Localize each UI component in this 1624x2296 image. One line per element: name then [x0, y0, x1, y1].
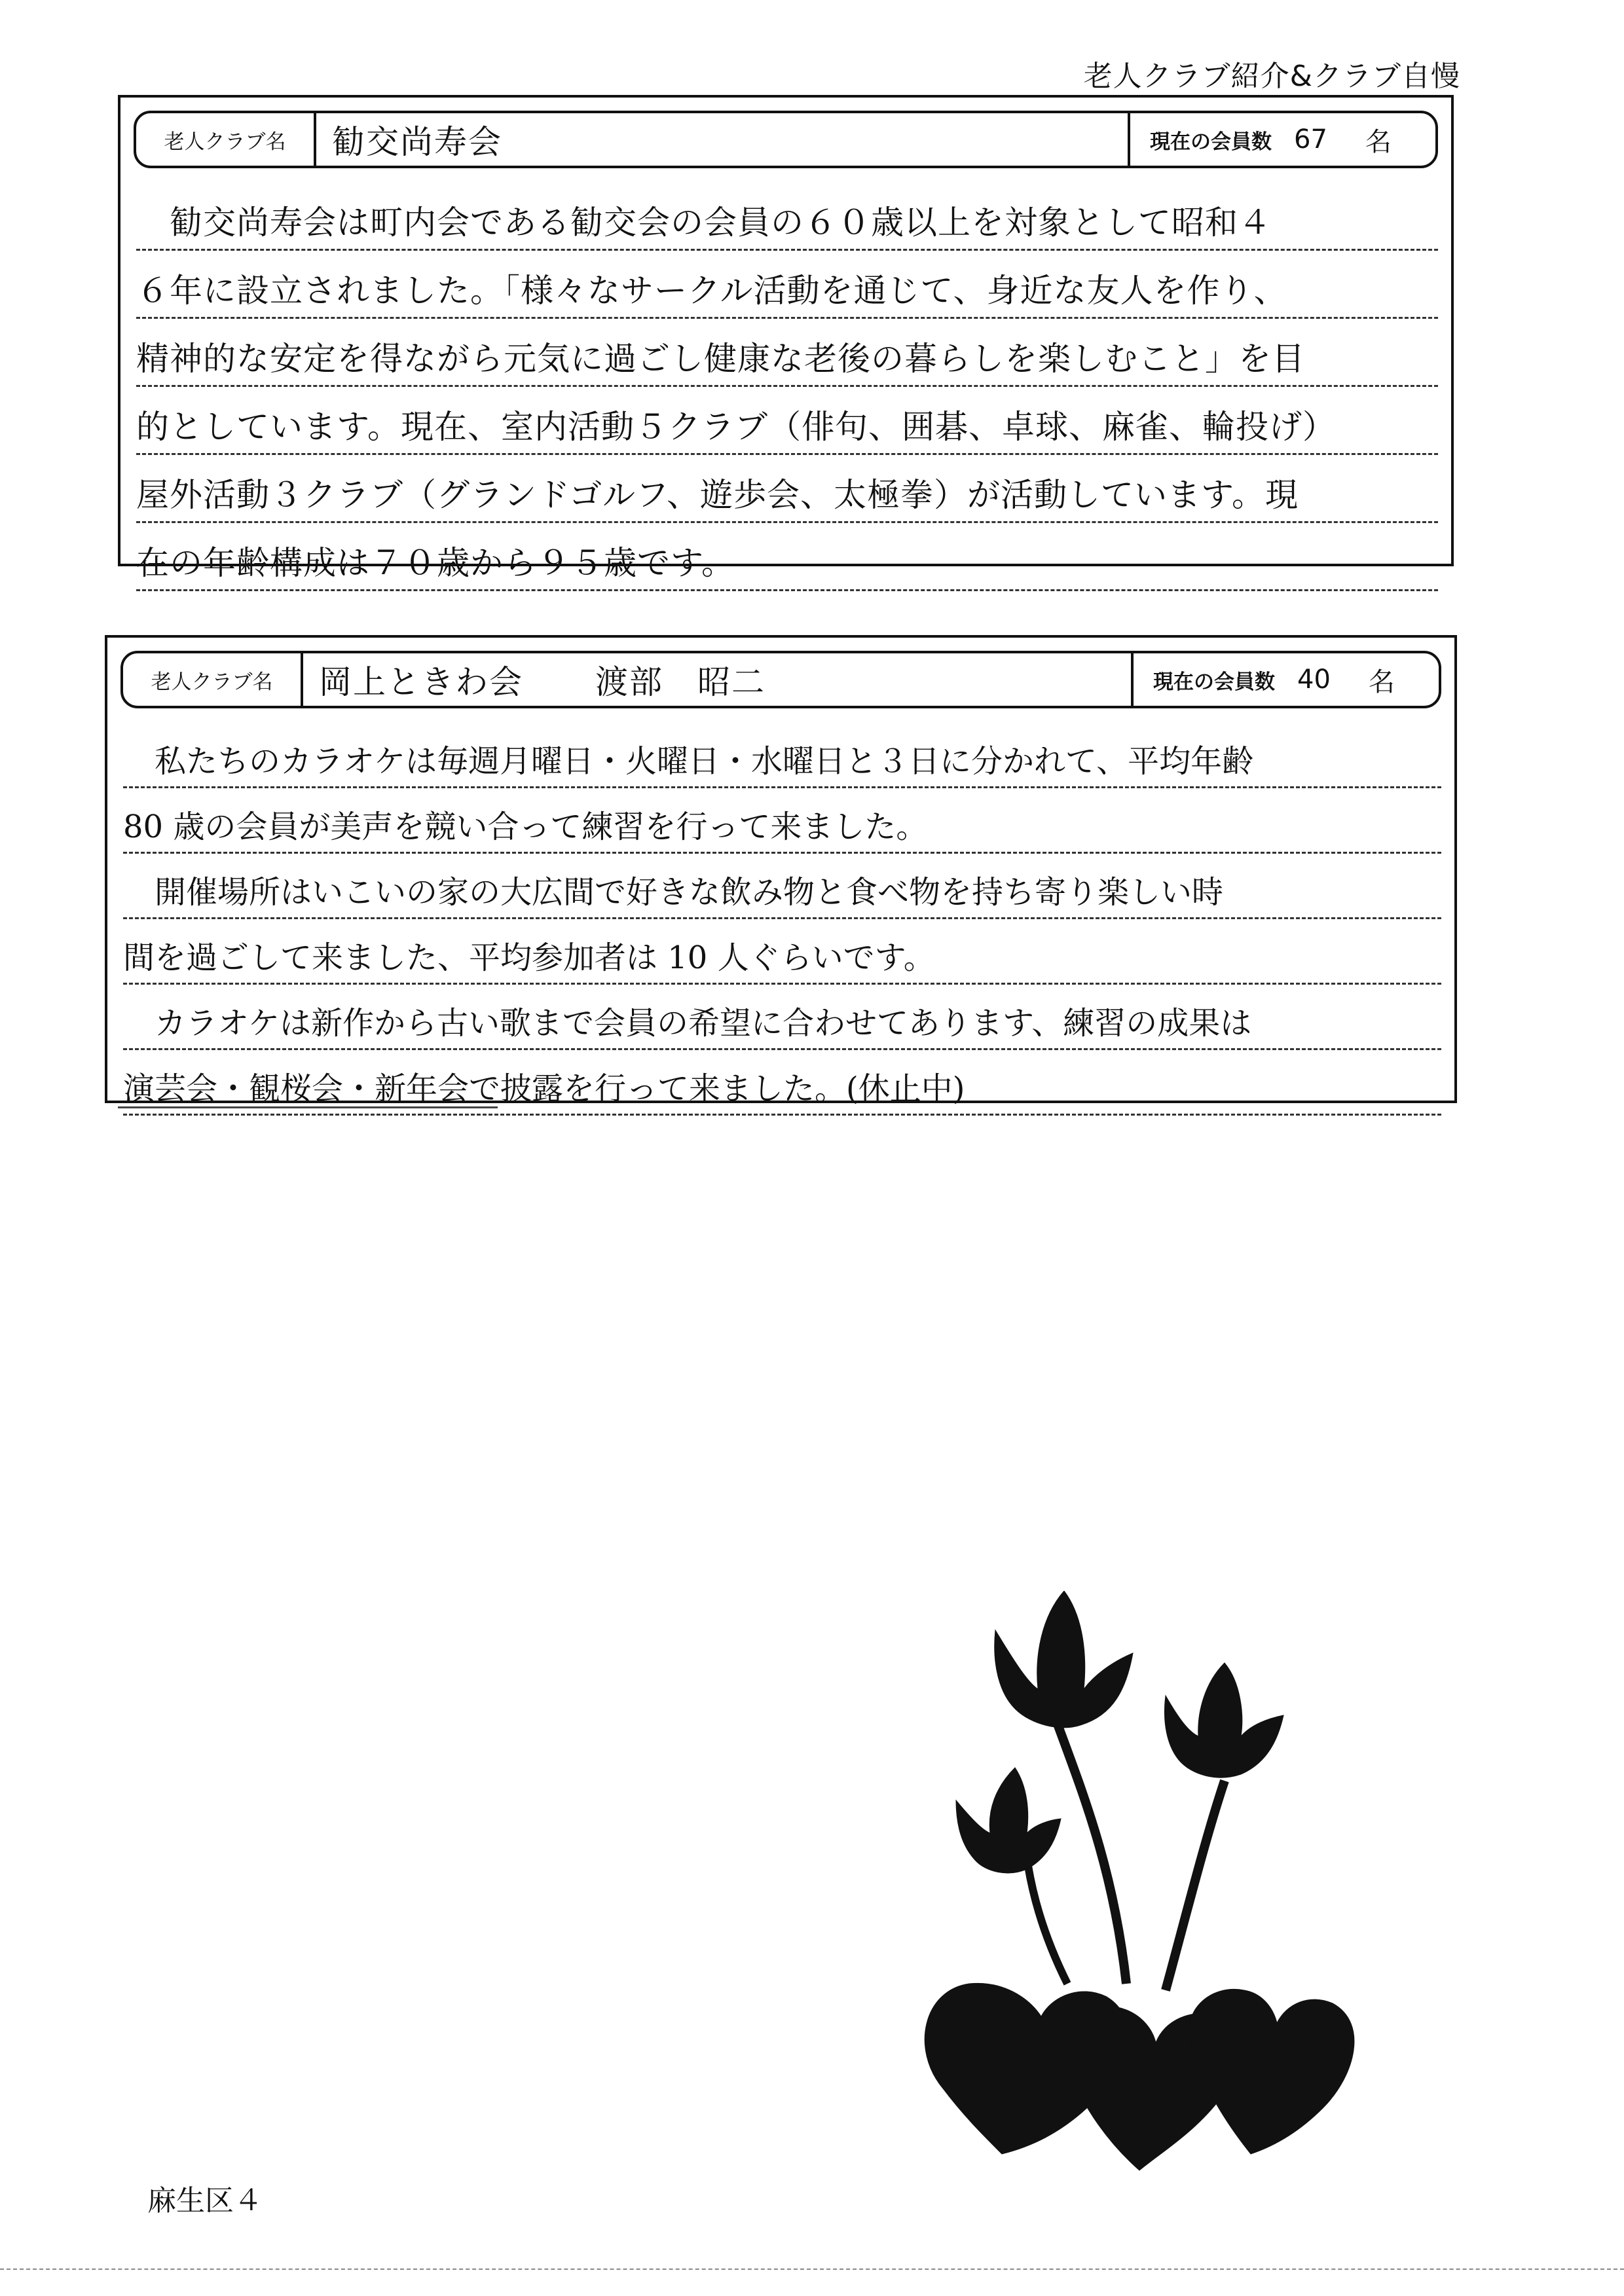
- club-name: [303, 653, 1131, 706]
- page-header-title: 老人クラブ紹介&クラブ自慢: [1083, 60, 1460, 93]
- member-count-unit: 名: [1365, 126, 1392, 157]
- divider: [118, 1106, 498, 1108]
- club-name: [316, 113, 1128, 166]
- bottom-divider: [0, 2269, 1624, 2270]
- text-line: 開催場所はいこいの家の大広間で好きな飲み物と食べ物を持ち寄り楽しい時: [123, 854, 1441, 919]
- member-count-value: 40: [1297, 665, 1331, 695]
- text-line: 私たちのカラオケは毎週月曜日・火曜日・水曜日と３日に分かれて、平均年齢: [123, 723, 1441, 788]
- club-name-text: 岡上ときわ会: [319, 663, 523, 701]
- text-line: カラオケは新作から古い歌まで会員の希望に合わせてあります、練習の成果は: [123, 985, 1441, 1050]
- member-count-box: [1131, 653, 1439, 706]
- text-line: 勧交尚寿会は町内会である勧交会の会員の６０歳以上を対象として昭和４: [136, 183, 1438, 251]
- text-line: 80 歳の会員が美声を競い合って練習を行って来ました。: [123, 788, 1441, 854]
- club-name-label: 老人クラブ名: [136, 113, 316, 166]
- tulip-silhouette-icon: [917, 1591, 1362, 2180]
- club-section-2: [105, 635, 1457, 1107]
- club-description-1: [136, 183, 1438, 591]
- club-header-2: [120, 651, 1441, 708]
- representative-name: 渡部 昭二: [595, 663, 766, 701]
- text-line: 間を過ごして来ました、平均参加者は 10 人ぐらいです。: [123, 919, 1441, 985]
- text-line: 精神的な安定を得ながら元気に過ごし健康な老後の暮らしを楽しむこと」を目: [136, 319, 1438, 387]
- club-name-label: 老人クラブ名: [123, 653, 303, 706]
- text-line: 演芸会・観桜会・新年会で披露を行って来ました。(休止中): [123, 1050, 1441, 1116]
- page-footer-label: 麻生区４: [147, 2184, 263, 2217]
- club-section-1: [118, 95, 1454, 582]
- club-header-1: [134, 111, 1438, 168]
- text-line: 的としています。現在、室内活動５クラブ（俳句、囲碁、卓球、麻雀、輪投げ）: [136, 387, 1438, 455]
- club-description-2: [123, 723, 1441, 1116]
- text-line: ６年に設立されました。「様々なサークル活動を通じて、身近な友人を作り、: [136, 251, 1438, 319]
- club-name-text: 勧交尚寿会: [332, 123, 502, 161]
- member-count-box: [1128, 113, 1435, 166]
- member-count-value: 67: [1294, 124, 1327, 155]
- member-count-label: 現在の会員数: [1150, 130, 1272, 154]
- text-line: 在の年齢構成は７０歳から９５歳です。: [136, 523, 1438, 591]
- text-line: 屋外活動３クラブ（グランドゴルフ、遊歩会、太極拳）が活動しています。現: [136, 455, 1438, 523]
- member-count-label: 現在の会員数: [1153, 670, 1275, 694]
- member-count-unit: 名: [1368, 666, 1395, 697]
